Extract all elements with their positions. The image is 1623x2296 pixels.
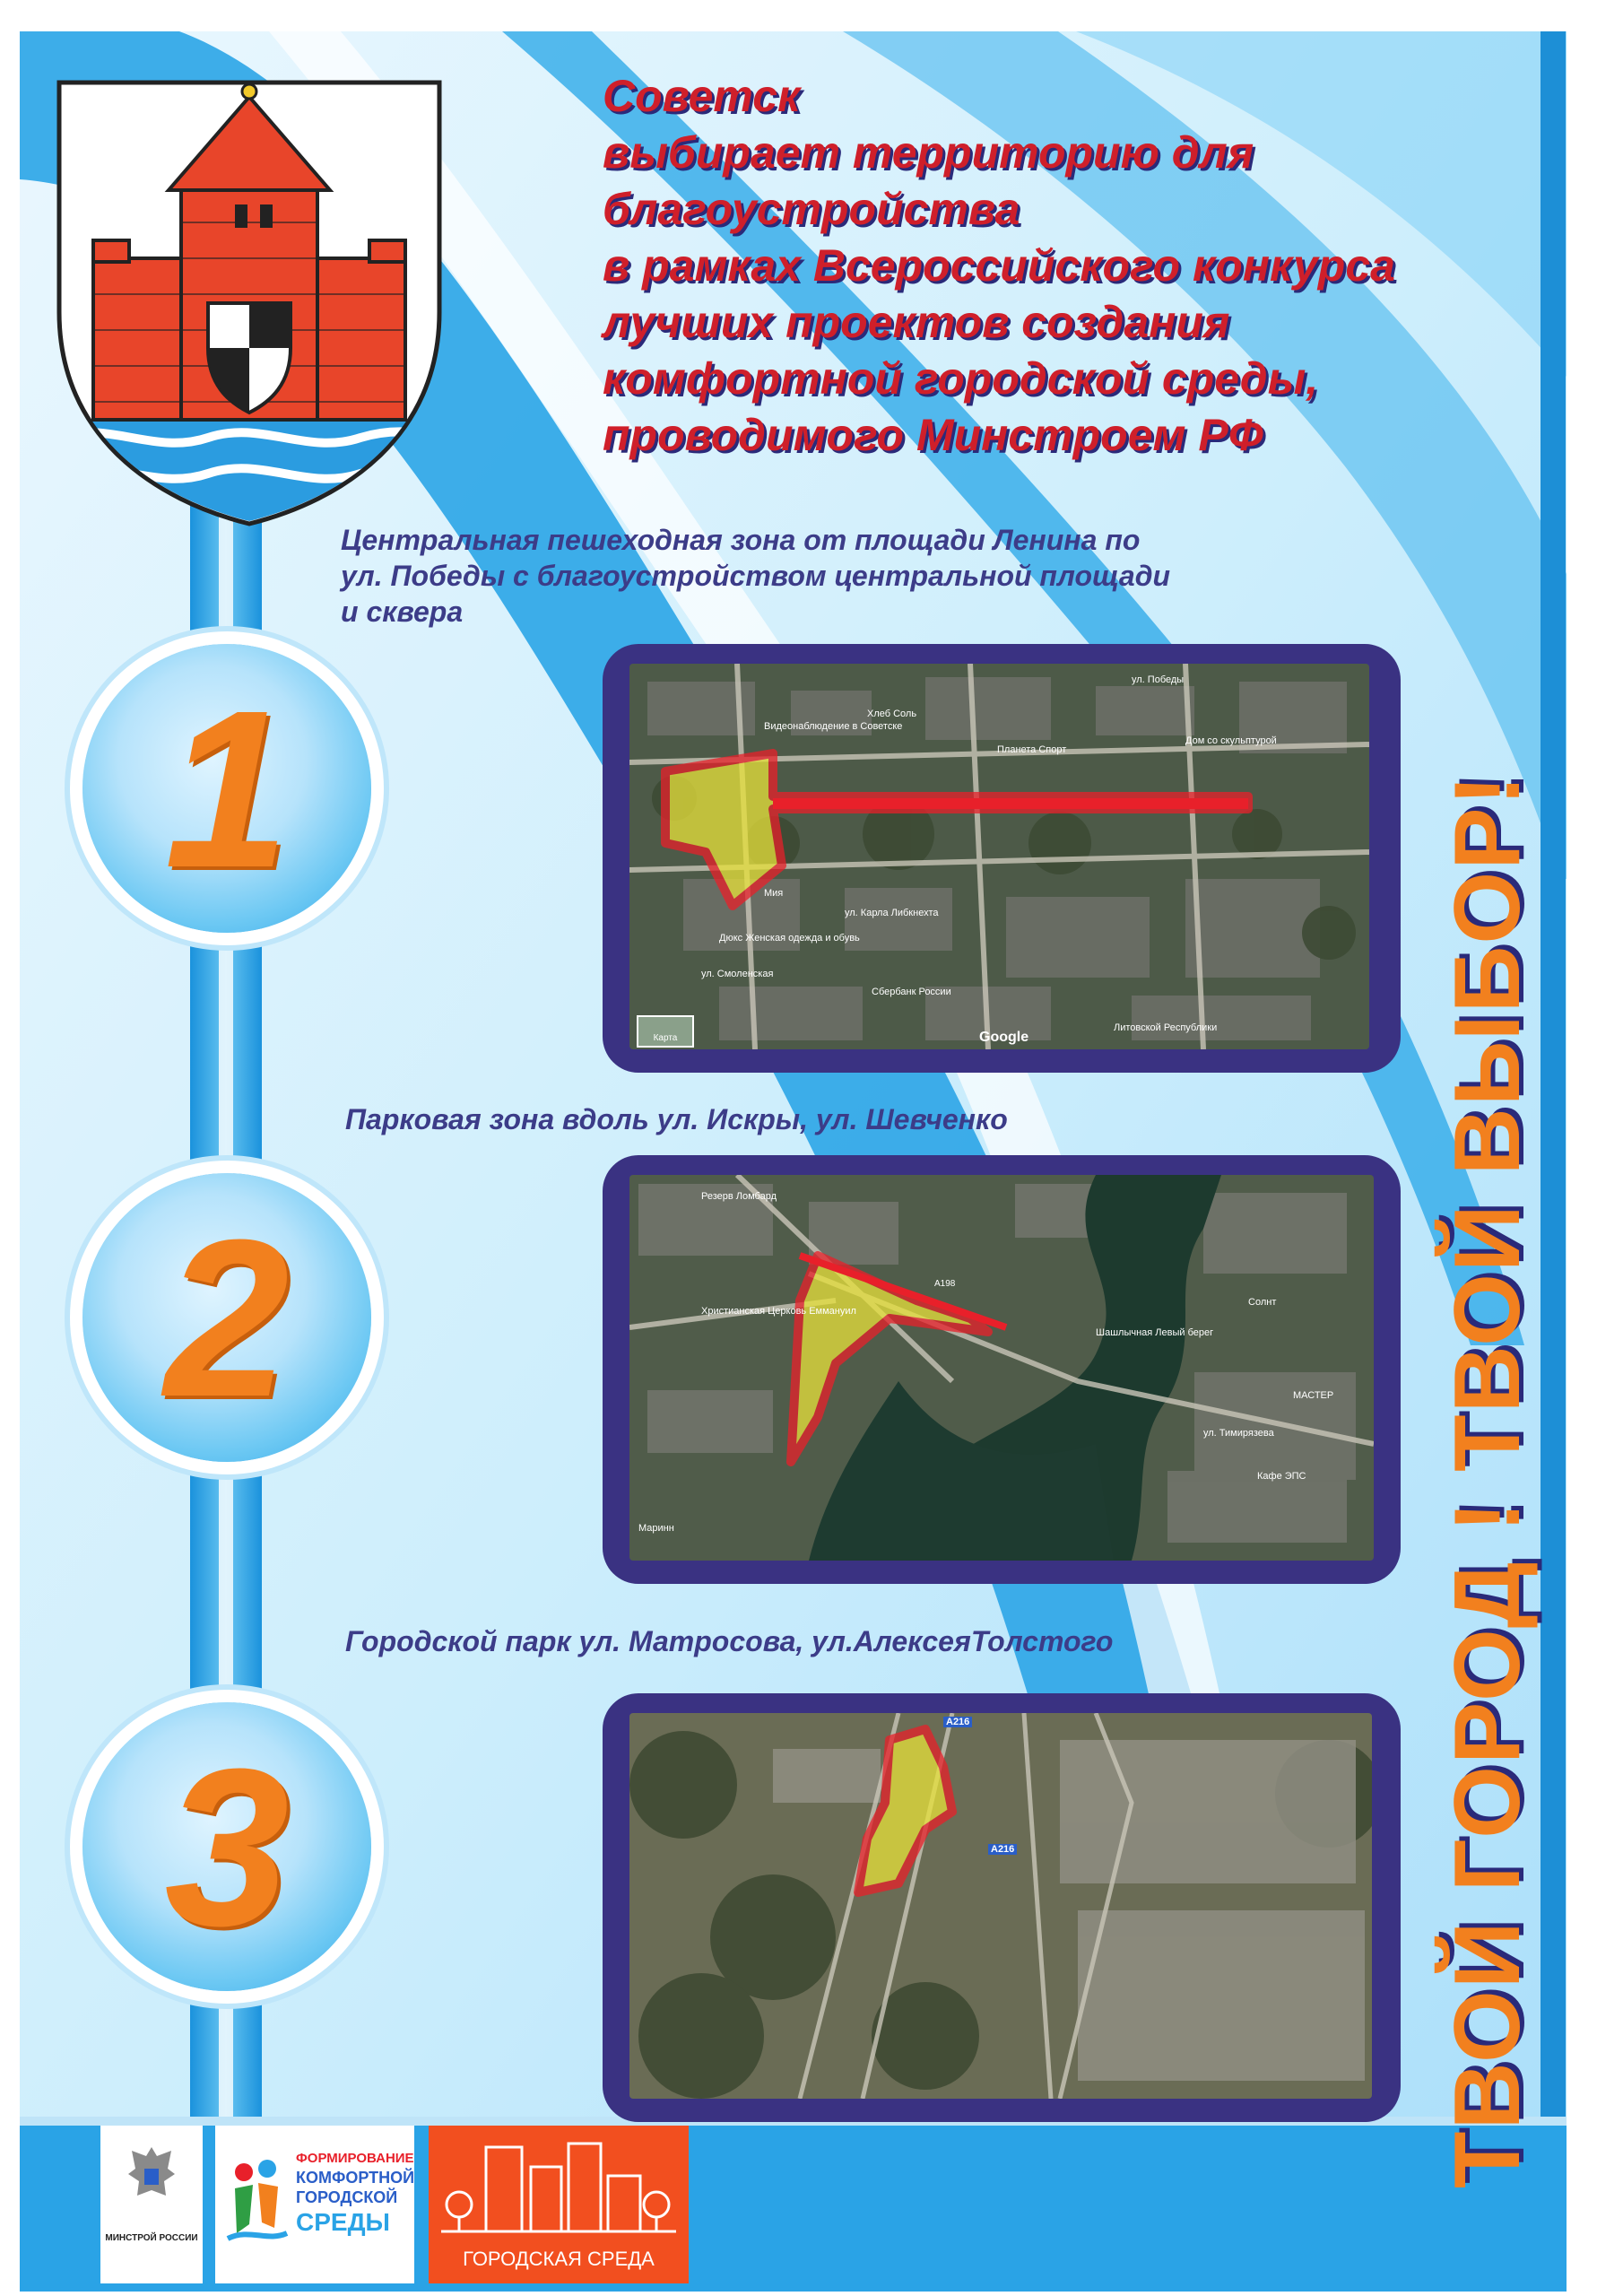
option-1-caption-line: ул. Победы с благоустройством центральной площади (341, 560, 1171, 592)
title-line-4: в рамках Всероссийского конкурса (603, 240, 1395, 291)
map-1-label: ул. Смоленская (701, 969, 774, 979)
option-3-caption (345, 1623, 1113, 1659)
title-line-7: проводимого Минстроем РФ (603, 410, 1263, 460)
map-2-label: Резерв Ломбард (701, 1191, 777, 1202)
map-2-label: МАСТЕР (1293, 1390, 1334, 1401)
map-2-label: Шашлычная Левый берег (1096, 1327, 1214, 1338)
people-icon (222, 2152, 291, 2251)
title-line-5: лучших проектов создания (603, 297, 1230, 347)
option-1-number: 1 (164, 663, 290, 914)
option-3-number: 3 (164, 1721, 290, 1972)
map-2-label: Христианская Церковь Еммануил (701, 1306, 856, 1317)
map-3-image (629, 1713, 1372, 2099)
slogan: ТВОЙ ГОРОД ! ТВОЙ ВЫБОР! (1436, 772, 1540, 2188)
comfort-environment-logo (215, 2126, 414, 2283)
option-2-caption (345, 1101, 1008, 1137)
option-1-caption-line: Центральная пешеходная зона от площади Ленина по (341, 524, 1141, 556)
option-1-caption (341, 522, 1170, 630)
title-line-1: Советск (603, 71, 801, 121)
russian-eagle-icon (125, 2142, 178, 2213)
title-line-6: комфортной городской среды, (603, 353, 1319, 404)
map-1-label: ул. Победы (1132, 674, 1185, 685)
coat-of-arms-emblem (56, 79, 443, 527)
map-type-button[interactable]: Карта (637, 1015, 694, 1048)
map-1-label: Видеонаблюдение в Советске (764, 721, 903, 732)
map-frame-2 (603, 1155, 1401, 1584)
satellite-map-1 (629, 664, 1369, 1049)
map-1-label: Литовской Республики (1114, 1022, 1218, 1033)
map-1-label: Сбербанк России (872, 987, 951, 997)
map-3-label: A216 (943, 1717, 972, 1727)
map-frame-3 (603, 1693, 1401, 2122)
minstroy-label: МИНСТРОЙ РОССИИ (105, 2233, 198, 2243)
gorodskaya-sreda-logo (429, 2126, 689, 2283)
map-1-image (629, 664, 1369, 1049)
map-1-label: Мия (764, 888, 784, 899)
map-1-label: Хлеб Соль (867, 709, 917, 719)
map-frame-1 (603, 644, 1401, 1073)
program-label: КОМФОРТНОЙ (296, 2169, 415, 2187)
map-1-label: ул. Карла Либкнехта (845, 908, 939, 918)
program-label: ГОРОДСКОЙ (296, 2188, 398, 2206)
map-3-label: A216 (988, 1844, 1017, 1855)
number-circle-2 (82, 1173, 371, 1462)
map-1-label: Дюкс Женская одежда и обувь (719, 933, 860, 944)
number-circle-1 (82, 644, 371, 933)
program-label: СРЕДЫ (296, 2208, 390, 2236)
google-logo: Google (979, 1030, 1029, 1045)
option-2-number: 2 (164, 1192, 290, 1443)
map-2-label: Кафе ЭПС (1257, 1471, 1306, 1482)
city-skyline-icon (441, 2140, 676, 2233)
title-line-3: благоустройства (603, 184, 1020, 234)
option-1-caption-line: и сквера (341, 596, 464, 628)
map-2-label: Маринн (638, 1523, 674, 1534)
program-label: ФОРМИРОВАНИЕ (296, 2151, 414, 2166)
map-2-label: Солнт (1248, 1297, 1277, 1308)
map-1-label: Дом со скульптурой (1185, 735, 1277, 746)
map-2-image (629, 1175, 1374, 1561)
map-1-label: Планета Спорт (997, 744, 1067, 755)
satellite-map-3 (629, 1713, 1372, 2099)
satellite-map-2 (629, 1175, 1374, 1561)
number-circle-3 (82, 1702, 371, 1991)
option-2-caption-line: Парковая зона вдоль ул. Искры, ул. Шевченко (345, 1103, 1008, 1135)
minstroy-logo (100, 2126, 203, 2283)
title-line-2: выбирает территорию для (603, 127, 1254, 178)
option-3-caption-line: Городской парк ул. Матросова, ул.АлексеяТолстого (345, 1625, 1114, 1657)
map-2-label: A198 (934, 1279, 956, 1289)
gorodskaya-sreda-label: ГОРОДСКАЯ СРЕДА (463, 2248, 655, 2270)
map-2-label: ул. Тимирязева (1203, 1428, 1274, 1439)
